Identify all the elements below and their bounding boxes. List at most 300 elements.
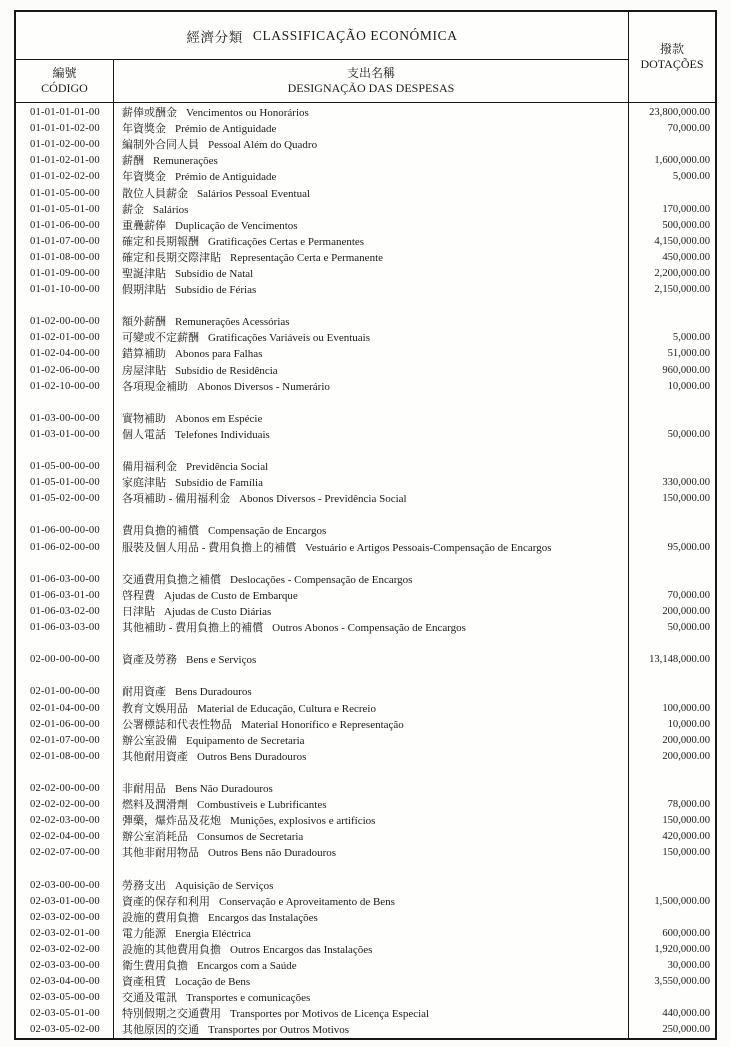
- designation-pt: Encargos das Instalações: [208, 911, 318, 924]
- column-header-code-zh: 編號: [52, 66, 77, 80]
- cell-code: 02-02-07-00-00: [30, 847, 100, 859]
- cell-designation: [114, 347, 629, 361]
- spacer-row: [16, 861, 715, 877]
- cell-designation: [114, 106, 629, 120]
- cell-code: 01-01-07-00-00: [30, 235, 100, 247]
- table-frame: [16, 12, 715, 1038]
- cell-designation: [114, 122, 629, 136]
- cell-designation: [114, 573, 629, 587]
- designation-zh: 彈藥，爆炸品及花炮: [122, 815, 221, 828]
- cell-designation: [114, 154, 629, 168]
- designation-pt: Consumos de Secretaria: [197, 831, 304, 844]
- designation-zh: 重疊薪俸: [122, 219, 166, 232]
- designation-pt: Vestuário e Artigos Pessoais-Compensação de Encargos: [305, 541, 552, 554]
- designation-zh: 其他耐用資產: [122, 750, 188, 763]
- cell-amount: 200,000.00: [662, 734, 710, 746]
- cell-designation: [114, 412, 629, 426]
- designation-zh: 薪酬: [122, 155, 144, 168]
- cell-designation: [114, 203, 629, 217]
- cell-designation: [114, 541, 629, 555]
- cell-code: 02-03-02-00-00: [30, 911, 100, 923]
- table-row: [16, 604, 715, 620]
- cell-designation: [114, 170, 629, 184]
- cell-designation: [114, 251, 629, 265]
- table-row: [16, 700, 715, 716]
- designation-zh: 確定和長期報酬: [122, 235, 199, 248]
- table-row: [16, 926, 715, 942]
- cell-amount: 50,000.00: [667, 622, 710, 634]
- cell-code: 01-01-06-00-00: [30, 219, 100, 231]
- designation-pt: Ajudas de Custo de Embarque: [164, 589, 298, 602]
- column-header-designation: [114, 60, 628, 102]
- cell-code: 01-01-09-00-00: [30, 267, 100, 279]
- table-row: [16, 523, 715, 539]
- cell-code: 01-01-01-01-00: [30, 107, 100, 119]
- designation-pt: Outros Abonos - Compensação de Encargos: [272, 622, 466, 635]
- designation-zh: 辦公室消耗品: [122, 831, 188, 844]
- designation-zh: 資產及勞務: [122, 654, 177, 667]
- designation-pt: Duplicação de Vencimentos: [175, 219, 298, 232]
- spacer-row: [16, 765, 715, 781]
- cell-designation: [114, 364, 629, 378]
- table-title-pt: CLASSIFICAÇÃO ECONÓMICA: [252, 27, 458, 43]
- cell-amount: 50,000.00: [667, 428, 710, 440]
- table-row: [16, 266, 715, 282]
- designation-pt: Remunerações Acessórias: [175, 316, 290, 329]
- table-row: [16, 990, 715, 1006]
- cell-code: 01-06-03-01-00: [30, 589, 100, 601]
- designation-pt: Subsídio de Natal: [175, 267, 254, 280]
- designation-pt: Bens Duradouros: [175, 686, 252, 699]
- table-row: [16, 475, 715, 491]
- cell-designation: [114, 879, 629, 893]
- designation-zh: 實物補助: [122, 412, 166, 425]
- designation-zh: 燃料及潤滑劑: [122, 799, 188, 812]
- designation-zh: 聖誕津貼: [122, 267, 166, 280]
- table-row: [16, 314, 715, 330]
- cell-code: 01-05-01-00-00: [30, 477, 100, 489]
- cell-code: 02-02-03-00-00: [30, 815, 100, 827]
- cell-amount: 70,000.00: [667, 123, 710, 135]
- designation-zh: 額外薪酬: [122, 316, 166, 329]
- designation-pt: Subsídio de Residência: [175, 364, 278, 377]
- cell-code: 02-03-02-02-00: [30, 943, 100, 955]
- cell-designation: [114, 975, 629, 989]
- cell-code: 01-03-00-00-00: [30, 412, 100, 424]
- designation-pt: Transportes por Motivos de Licença Especial: [230, 1008, 430, 1021]
- cell-code: 02-01-08-00-00: [30, 750, 100, 762]
- cell-code: 01-01-02-00-00: [30, 139, 100, 151]
- cell-amount: 420,000.00: [662, 831, 710, 843]
- table-row: [16, 250, 715, 266]
- designation-pt: Bens Não Duradouros: [175, 782, 273, 795]
- cell-code: 02-00-00-00-00: [30, 654, 100, 666]
- designation-zh: 辦公室設備: [122, 734, 177, 747]
- cell-amount: 30,000.00: [667, 960, 710, 972]
- cell-code: 02-03-02-01-00: [30, 927, 100, 939]
- cell-designation: [114, 138, 629, 152]
- cell-designation: [114, 830, 629, 844]
- designation-pt: Abonos em Espécie: [175, 412, 263, 425]
- cell-amount: 170,000.00: [662, 203, 710, 215]
- table-row: [16, 829, 715, 845]
- cell-designation: [114, 814, 629, 828]
- designation-pt: Previdência Social: [186, 461, 269, 474]
- cell-code: 02-03-05-00-00: [30, 992, 100, 1004]
- table-row: [16, 894, 715, 910]
- cell-designation: [114, 734, 629, 748]
- cell-amount: 5,000.00: [672, 332, 710, 344]
- designation-zh: 設施的費用負擔: [122, 911, 199, 924]
- cell-designation: [114, 315, 629, 329]
- spacer-row: [16, 395, 715, 411]
- cell-code: 01-06-03-00-00: [30, 573, 100, 585]
- designation-pt: Transportes por Outros Motivos: [208, 1024, 350, 1037]
- designation-zh: 勞務支出: [122, 879, 166, 892]
- designation-pt: Prémio de Antiguidade: [175, 171, 277, 184]
- spacer-row: [16, 298, 715, 314]
- cell-designation: [114, 782, 629, 796]
- table-row: [16, 749, 715, 765]
- cell-code: 01-05-00-00-00: [30, 461, 100, 473]
- cell-amount: 200,000.00: [662, 605, 710, 617]
- cell-amount: 330,000.00: [662, 477, 710, 489]
- table-row: [16, 797, 715, 813]
- cell-amount: 1,600,000.00: [654, 155, 710, 167]
- cell-code: 02-03-05-01-00: [30, 1008, 100, 1020]
- cell-designation: [114, 718, 629, 732]
- cell-code: 01-06-03-03-00: [30, 622, 100, 634]
- cell-code: 02-03-00-00-00: [30, 879, 100, 891]
- cell-designation: [114, 380, 629, 394]
- table-row: [16, 363, 715, 379]
- spacer-row: [16, 636, 715, 652]
- designation-zh: 電力能源: [122, 927, 166, 940]
- table-row: [16, 652, 715, 668]
- table-row: [16, 121, 715, 137]
- cell-code: 01-02-06-00-00: [30, 364, 100, 376]
- designation-zh: 教育文娛用品: [122, 702, 188, 715]
- designation-zh: 各項現金補助: [122, 380, 188, 393]
- designation-pt: Gratificações Certas e Permanentes: [208, 235, 365, 248]
- table-row: [16, 411, 715, 427]
- cell-code: 01-01-05-00-00: [30, 187, 100, 199]
- spacer-row: [16, 668, 715, 684]
- designation-pt: Salários: [153, 203, 189, 216]
- cell-amount: 70,000.00: [667, 589, 710, 601]
- designation-zh: 薪俸或酬金: [122, 107, 177, 120]
- table-row: [16, 282, 715, 298]
- cell-amount: 13,148,000.00: [649, 654, 710, 666]
- cell-designation: [114, 219, 629, 233]
- designation-pt: Munições, explosivos e artifícios: [230, 815, 376, 828]
- cell-code: 01-02-00-00-00: [30, 316, 100, 328]
- designation-zh: 個人電話: [122, 428, 166, 441]
- table-row: [16, 958, 715, 974]
- designation-zh: 其他非耐用物品: [122, 847, 199, 860]
- designation-zh: 其他原因的交通: [122, 1024, 199, 1037]
- cell-amount: 150,000.00: [662, 815, 710, 827]
- cell-designation: [114, 702, 629, 716]
- cell-code: 02-01-00-00-00: [30, 686, 100, 698]
- cell-designation: [114, 331, 629, 345]
- designation-zh: 備用福利金: [122, 461, 177, 474]
- designation-pt: Prémio de Antiguidade: [175, 123, 277, 136]
- cell-amount: 440,000.00: [662, 1008, 710, 1020]
- table-row: [16, 1006, 715, 1022]
- designation-pt: Gratificações Variáveis ou Eventuais: [208, 332, 370, 345]
- cell-amount: 500,000.00: [662, 219, 710, 231]
- cell-amount: 200,000.00: [662, 750, 710, 762]
- table-row: [16, 540, 715, 556]
- designation-pt: Encargos com a Saúde: [197, 960, 297, 973]
- designation-pt: Transportes e comunicações: [186, 992, 311, 1005]
- cell-amount: 10,000.00: [667, 718, 710, 730]
- designation-zh: 特別假期之交通費用: [122, 1008, 221, 1021]
- designation-pt: Energia Eléctrica: [175, 927, 251, 940]
- table-row: [16, 572, 715, 588]
- designation-pt: Compensação de Encargos: [208, 525, 327, 538]
- designation-pt: Pessoal Além do Quadro: [208, 139, 318, 152]
- cell-code: 02-01-04-00-00: [30, 702, 100, 714]
- cell-code: 01-02-01-00-00: [30, 332, 100, 344]
- designation-pt: Material de Educação, Cultura e Recreio: [197, 702, 376, 715]
- designation-zh: 服裝及個人用品 - 費用負擔上的補償: [122, 541, 297, 554]
- table-row: [16, 733, 715, 749]
- cell-code: 01-06-03-02-00: [30, 605, 100, 617]
- table-title-zh: 經濟分類: [186, 29, 243, 45]
- spacer-row: [16, 556, 715, 572]
- table-row: [16, 813, 715, 829]
- cell-designation: [114, 589, 629, 603]
- designation-pt: Outros Bens não Duradouros: [208, 847, 337, 860]
- table-row: [16, 845, 715, 861]
- designation-pt: Abonos para Falhas: [175, 348, 263, 361]
- cell-code: 02-02-00-00-00: [30, 782, 100, 794]
- designation-pt: Vencimentos ou Honorários: [186, 107, 309, 120]
- cell-amount: 23,800,000.00: [649, 107, 710, 119]
- designation-pt: Bens e Serviços: [186, 654, 257, 667]
- table-row: [16, 781, 715, 797]
- cell-code: 01-02-10-00-00: [30, 380, 100, 392]
- cell-amount: 78,000.00: [667, 799, 710, 811]
- designation-zh: 費用負擔的補償: [122, 525, 199, 538]
- cell-designation: [114, 267, 629, 281]
- cell-designation: [114, 476, 629, 490]
- cell-code: 02-01-06-00-00: [30, 718, 100, 730]
- table-row: [16, 910, 715, 926]
- column-header-code: [16, 60, 113, 102]
- table-row: [16, 105, 715, 121]
- cell-amount: 150,000.00: [662, 847, 710, 859]
- designation-pt: Remunerações: [153, 155, 218, 168]
- designation-zh: 資產的保存和利用: [122, 895, 210, 908]
- cell-amount: 600,000.00: [662, 927, 710, 939]
- designation-pt: Outros Bens Duradouros: [197, 750, 307, 763]
- designation-zh: 薪金: [122, 203, 144, 216]
- table-title: [16, 12, 628, 59]
- designation-pt: Representação Certa e Permanente: [230, 251, 384, 264]
- spacer-row: [16, 443, 715, 459]
- designation-zh: 年資獎金: [122, 123, 166, 136]
- cell-code: 01-01-05-01-00: [30, 203, 100, 215]
- cell-amount: 100,000.00: [662, 702, 710, 714]
- column-header-code-pt: CÓDIGO: [41, 81, 88, 95]
- cell-designation: [114, 621, 629, 635]
- cell-amount: 2,200,000.00: [654, 267, 710, 279]
- table-row: [16, 202, 715, 218]
- cell-designation: [114, 991, 629, 1005]
- cell-code: 01-03-01-00-00: [30, 428, 100, 440]
- table-row: [16, 346, 715, 362]
- cell-designation: [114, 428, 629, 442]
- table-row: [16, 137, 715, 153]
- cell-designation: [114, 685, 629, 699]
- cell-designation: [114, 959, 629, 973]
- column-header-designation-zh: 支出名稱: [346, 66, 395, 80]
- cell-designation: [114, 492, 629, 506]
- designation-zh: 家庭津貼: [122, 477, 166, 490]
- table-row: [16, 459, 715, 475]
- designation-pt: Salários Pessoal Eventual: [197, 187, 311, 200]
- cell-code: 01-01-01-02-00: [30, 123, 100, 135]
- column-header-designation-pt: DESIGNAÇÃO DAS DESPESAS: [287, 81, 455, 95]
- table-row: [16, 218, 715, 234]
- cell-code: 02-03-05-02-00: [30, 1024, 100, 1036]
- designation-zh: 編制外合同人員: [122, 139, 199, 152]
- cell-designation: [114, 895, 629, 909]
- designation-pt: Outros Encargos das Instalações: [230, 943, 373, 956]
- designation-pt: Aquisição de Serviços: [175, 879, 274, 892]
- designation-zh: 各項補助 - 備用福利金: [122, 493, 231, 506]
- designation-pt: Ajudas de Custo Diárias: [164, 605, 272, 618]
- table-row: [16, 427, 715, 443]
- cell-amount: 95,000.00: [667, 541, 710, 553]
- table-row: [16, 620, 715, 636]
- designation-zh: 交通及電訊: [122, 992, 177, 1005]
- cell-code: 02-03-03-00-00: [30, 960, 100, 972]
- table-row: [16, 379, 715, 395]
- designation-zh: 錯算補助: [122, 348, 166, 361]
- designation-zh: 確定和長期交際津貼: [122, 251, 221, 264]
- cell-designation: [114, 653, 629, 667]
- table-row: [16, 942, 715, 958]
- designation-zh: 公署標誌和代表性物品: [122, 718, 232, 731]
- cell-designation: [114, 605, 629, 619]
- designation-zh: 交通費用負擔之補償: [122, 573, 221, 586]
- cell-designation: [114, 283, 629, 297]
- designation-pt: Conservação e Aproveitamento de Bens: [219, 895, 395, 908]
- designation-zh: 衛生費用負擔: [122, 960, 188, 973]
- designation-zh: 其他補助 - 費用負擔上的補償: [122, 622, 264, 635]
- table-row: [16, 878, 715, 894]
- table-row: [16, 684, 715, 700]
- cell-code: 02-03-04-00-00: [30, 976, 100, 988]
- cell-amount: 2,150,000.00: [654, 284, 710, 296]
- designation-zh: 房屋津貼: [122, 364, 166, 377]
- cell-designation: [114, 943, 629, 957]
- designation-pt: Abonos Diversos - Previdência Social: [239, 493, 407, 506]
- table-body: [16, 103, 715, 1038]
- table-row: [16, 491, 715, 507]
- designation-zh: 年資獎金: [122, 171, 166, 184]
- column-header-amount: [629, 12, 715, 102]
- cell-amount: 4,150,000.00: [654, 235, 710, 247]
- table-row: [16, 153, 715, 169]
- cell-amount: 1,500,000.00: [654, 895, 710, 907]
- cell-designation: [114, 460, 629, 474]
- cell-amount: 250,000.00: [662, 1024, 710, 1036]
- cell-amount: 51,000.00: [667, 348, 710, 360]
- column-header-amount-zh: 撥款: [659, 42, 684, 56]
- cell-code: 01-01-02-02-00: [30, 171, 100, 183]
- designation-pt: Material Honorífico e Representação: [241, 718, 404, 731]
- cell-amount: 960,000.00: [662, 364, 710, 376]
- cell-designation: [114, 798, 629, 812]
- budget-table: [14, 10, 717, 1040]
- table-row: [16, 185, 715, 201]
- designation-pt: Subsídio de Família: [175, 477, 263, 490]
- cell-code: 01-01-10-00-00: [30, 284, 100, 296]
- designation-pt: Combustíveis e Lubrificantes: [197, 799, 327, 812]
- column-header-amount-pt: DOTAÇÕES: [640, 57, 704, 71]
- cell-designation: [114, 1007, 629, 1021]
- cell-code: 02-03-01-00-00: [30, 895, 100, 907]
- cell-designation: [114, 1023, 629, 1037]
- designation-zh: 日津貼: [122, 605, 155, 618]
- designation-pt: Telefones Individuais: [175, 428, 270, 441]
- cell-code: 01-06-00-00-00: [30, 525, 100, 537]
- cell-code: 01-01-08-00-00: [30, 251, 100, 263]
- cell-amount: 150,000.00: [662, 493, 710, 505]
- table-row: [16, 169, 715, 185]
- cell-amount: 450,000.00: [662, 251, 710, 263]
- designation-pt: Locação de Bens: [175, 976, 251, 989]
- cell-code: 02-02-04-00-00: [30, 831, 100, 843]
- cell-designation: [114, 846, 629, 860]
- cell-amount: 3,550,000.00: [654, 976, 710, 988]
- designation-pt: Equipamento de Secretaria: [186, 734, 305, 747]
- table-row: [16, 717, 715, 733]
- table-row: [16, 974, 715, 990]
- cell-code: 01-06-02-00-00: [30, 541, 100, 553]
- cell-designation: [114, 927, 629, 941]
- designation-zh: 可變或不定薪酬: [122, 332, 199, 345]
- cell-code: 01-01-02-01-00: [30, 155, 100, 167]
- designation-zh: 設施的其他費用負擔: [122, 943, 221, 956]
- cell-code: 01-02-04-00-00: [30, 348, 100, 360]
- table-row: [16, 588, 715, 604]
- cell-designation: [114, 750, 629, 764]
- cell-designation: [114, 911, 629, 925]
- designation-pt: Abonos Diversos - Numerário: [197, 380, 330, 393]
- cell-amount: 5,000.00: [672, 171, 710, 183]
- table-row: [16, 234, 715, 250]
- designation-zh: 資產租賃: [122, 976, 166, 989]
- cell-designation: [114, 524, 629, 538]
- designation-pt: Subsídio de Férias: [175, 284, 257, 297]
- designation-zh: 散位人員薪金: [122, 187, 188, 200]
- table-row: [16, 330, 715, 346]
- designation-pt: Deslocações - Compensação de Encargos: [230, 573, 413, 586]
- cell-designation: [114, 187, 629, 201]
- table-row: [16, 1022, 715, 1038]
- designation-zh: 耐用資產: [122, 686, 166, 699]
- cell-amount: 10,000.00: [667, 380, 710, 392]
- designation-zh: 假期津貼: [122, 284, 166, 297]
- designation-zh: 啓程費: [122, 589, 155, 602]
- spacer-row: [16, 507, 715, 523]
